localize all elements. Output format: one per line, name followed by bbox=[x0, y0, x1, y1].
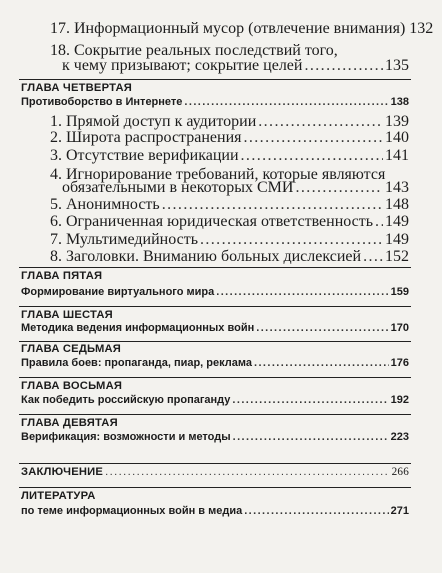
chapter-title: Правила боев: пропаганда, пиар, реклама bbox=[21, 357, 252, 369]
section-divider bbox=[19, 306, 411, 307]
toc-entry-title: 8. Заголовки. Вниманию больных дислексией bbox=[50, 248, 362, 265]
toc-chapter bbox=[21, 96, 409, 108]
toc-entry-page: 271 bbox=[390, 505, 409, 517]
toc-entry-title: обязательными в некоторых СМИ bbox=[62, 179, 294, 196]
toc-chapter bbox=[21, 394, 409, 406]
section-divider bbox=[19, 341, 411, 342]
leader-dots bbox=[216, 286, 388, 298]
toc-entry bbox=[62, 57, 409, 75]
toc-entry-page: 138 bbox=[390, 96, 409, 108]
toc-entry-page: 192 bbox=[390, 394, 409, 406]
chapter-title: Верификация: возможности и методы bbox=[21, 431, 231, 443]
toc-entry bbox=[50, 248, 409, 266]
toc-entry bbox=[50, 196, 409, 214]
toc-entry-page: 223 bbox=[390, 431, 409, 443]
leader-dots bbox=[233, 431, 389, 443]
toc-entry-page: 152 bbox=[385, 248, 409, 265]
section-divider bbox=[19, 487, 411, 488]
toc-entry-page: 148 bbox=[385, 196, 409, 213]
leader-dots bbox=[244, 505, 388, 517]
toc-entry bbox=[50, 213, 409, 231]
leader-dots bbox=[241, 147, 383, 165]
section-divider bbox=[19, 267, 411, 268]
toc-entry-page: 170 bbox=[390, 322, 409, 334]
toc-chapter bbox=[21, 466, 409, 478]
leader-dots bbox=[304, 57, 383, 75]
toc-entry-page: 140 bbox=[385, 129, 409, 146]
toc-entry-page: 141 bbox=[385, 147, 409, 164]
leader-dots bbox=[295, 179, 383, 197]
chapter-label: ГЛАВА ВОСЬМАЯ bbox=[21, 380, 123, 392]
toc-entry-page: 266 bbox=[391, 466, 409, 478]
leader-dots bbox=[375, 213, 383, 231]
toc-chapter bbox=[21, 431, 409, 443]
toc-entry-title: к чему призывают; сокрытие целей bbox=[62, 57, 303, 74]
leader-dots bbox=[232, 394, 388, 406]
leader-dots bbox=[105, 466, 390, 478]
leader-dots bbox=[243, 129, 383, 147]
section-divider bbox=[19, 377, 411, 378]
chapter-title: Формирование виртуального мира bbox=[21, 286, 215, 298]
toc-entry-page: 149 bbox=[385, 213, 409, 230]
chapter-label: ГЛАВА ДЕВЯТАЯ bbox=[21, 417, 118, 429]
toc-entry-title: 1. Прямой доступ к аудитории bbox=[50, 113, 257, 130]
leader-dots bbox=[200, 231, 383, 249]
toc-entry-page: 149 bbox=[385, 231, 409, 248]
toc-entry-title: 18. Сокрытие реальных последствий того, bbox=[50, 42, 338, 59]
toc-entry-page: 132 bbox=[409, 20, 434, 37]
toc-entry bbox=[50, 231, 409, 249]
toc-chapter bbox=[21, 357, 409, 369]
toc-entry-title: 5. Анонимность bbox=[50, 196, 160, 213]
chapter-title: ЗАКЛЮЧЕНИЕ bbox=[21, 466, 104, 478]
toc-chapter bbox=[21, 286, 409, 298]
toc-entry-title: 3. Отсутствие верификации bbox=[50, 147, 239, 164]
leader-dots bbox=[254, 357, 389, 369]
leader-dots bbox=[363, 248, 383, 266]
chapter-title: Как победить российскую пропаганду bbox=[21, 394, 231, 406]
section-divider bbox=[19, 463, 411, 464]
chapter-label: ГЛАВА СЕДЬМАЯ bbox=[21, 343, 122, 355]
section-divider bbox=[19, 414, 411, 415]
toc-entry-title: 17. Информационный мусор (отвлечение внимания) bbox=[50, 20, 406, 37]
toc-entry bbox=[62, 179, 409, 197]
chapter-title: Методика ведения информационных войн bbox=[21, 322, 255, 334]
toc-entry-page: 143 bbox=[385, 179, 409, 196]
toc-entry bbox=[50, 129, 409, 147]
toc-entry bbox=[50, 20, 434, 38]
leader-dots bbox=[184, 96, 388, 108]
toc-entry-title: 2. Широта распространения bbox=[50, 129, 242, 146]
leader-dots bbox=[256, 322, 388, 334]
toc-entry-page: 135 bbox=[385, 57, 409, 74]
toc-chapter bbox=[21, 322, 409, 334]
chapter-label: ГЛАВА ПЯТАЯ bbox=[21, 270, 103, 282]
chapter-label: ГЛАВА ШЕСТАЯ bbox=[21, 309, 113, 321]
section-divider bbox=[19, 79, 411, 80]
chapter-title: по теме информационных войн в медиа bbox=[21, 505, 243, 517]
toc-entry-page: 139 bbox=[385, 113, 409, 130]
leader-dots bbox=[162, 196, 383, 214]
chapter-label: ГЛАВА ЧЕТВЕРТАЯ bbox=[21, 82, 132, 94]
toc-entry-title: 7. Мультимедийность bbox=[50, 231, 198, 248]
toc-entry-page: 176 bbox=[390, 357, 409, 369]
chapter-label: ЛИТЕРАТУРА bbox=[21, 490, 96, 502]
toc-entry-title: 6. Ограниченная юридическая ответственность bbox=[50, 213, 374, 230]
toc-entry-page: 159 bbox=[390, 286, 409, 298]
chapter-title: Противоборство в Интернете bbox=[21, 96, 183, 108]
toc-entry-title: 4. Игнорирование требований, которые являются bbox=[50, 166, 386, 183]
toc-entry bbox=[50, 147, 409, 165]
toc-chapter bbox=[21, 505, 409, 517]
